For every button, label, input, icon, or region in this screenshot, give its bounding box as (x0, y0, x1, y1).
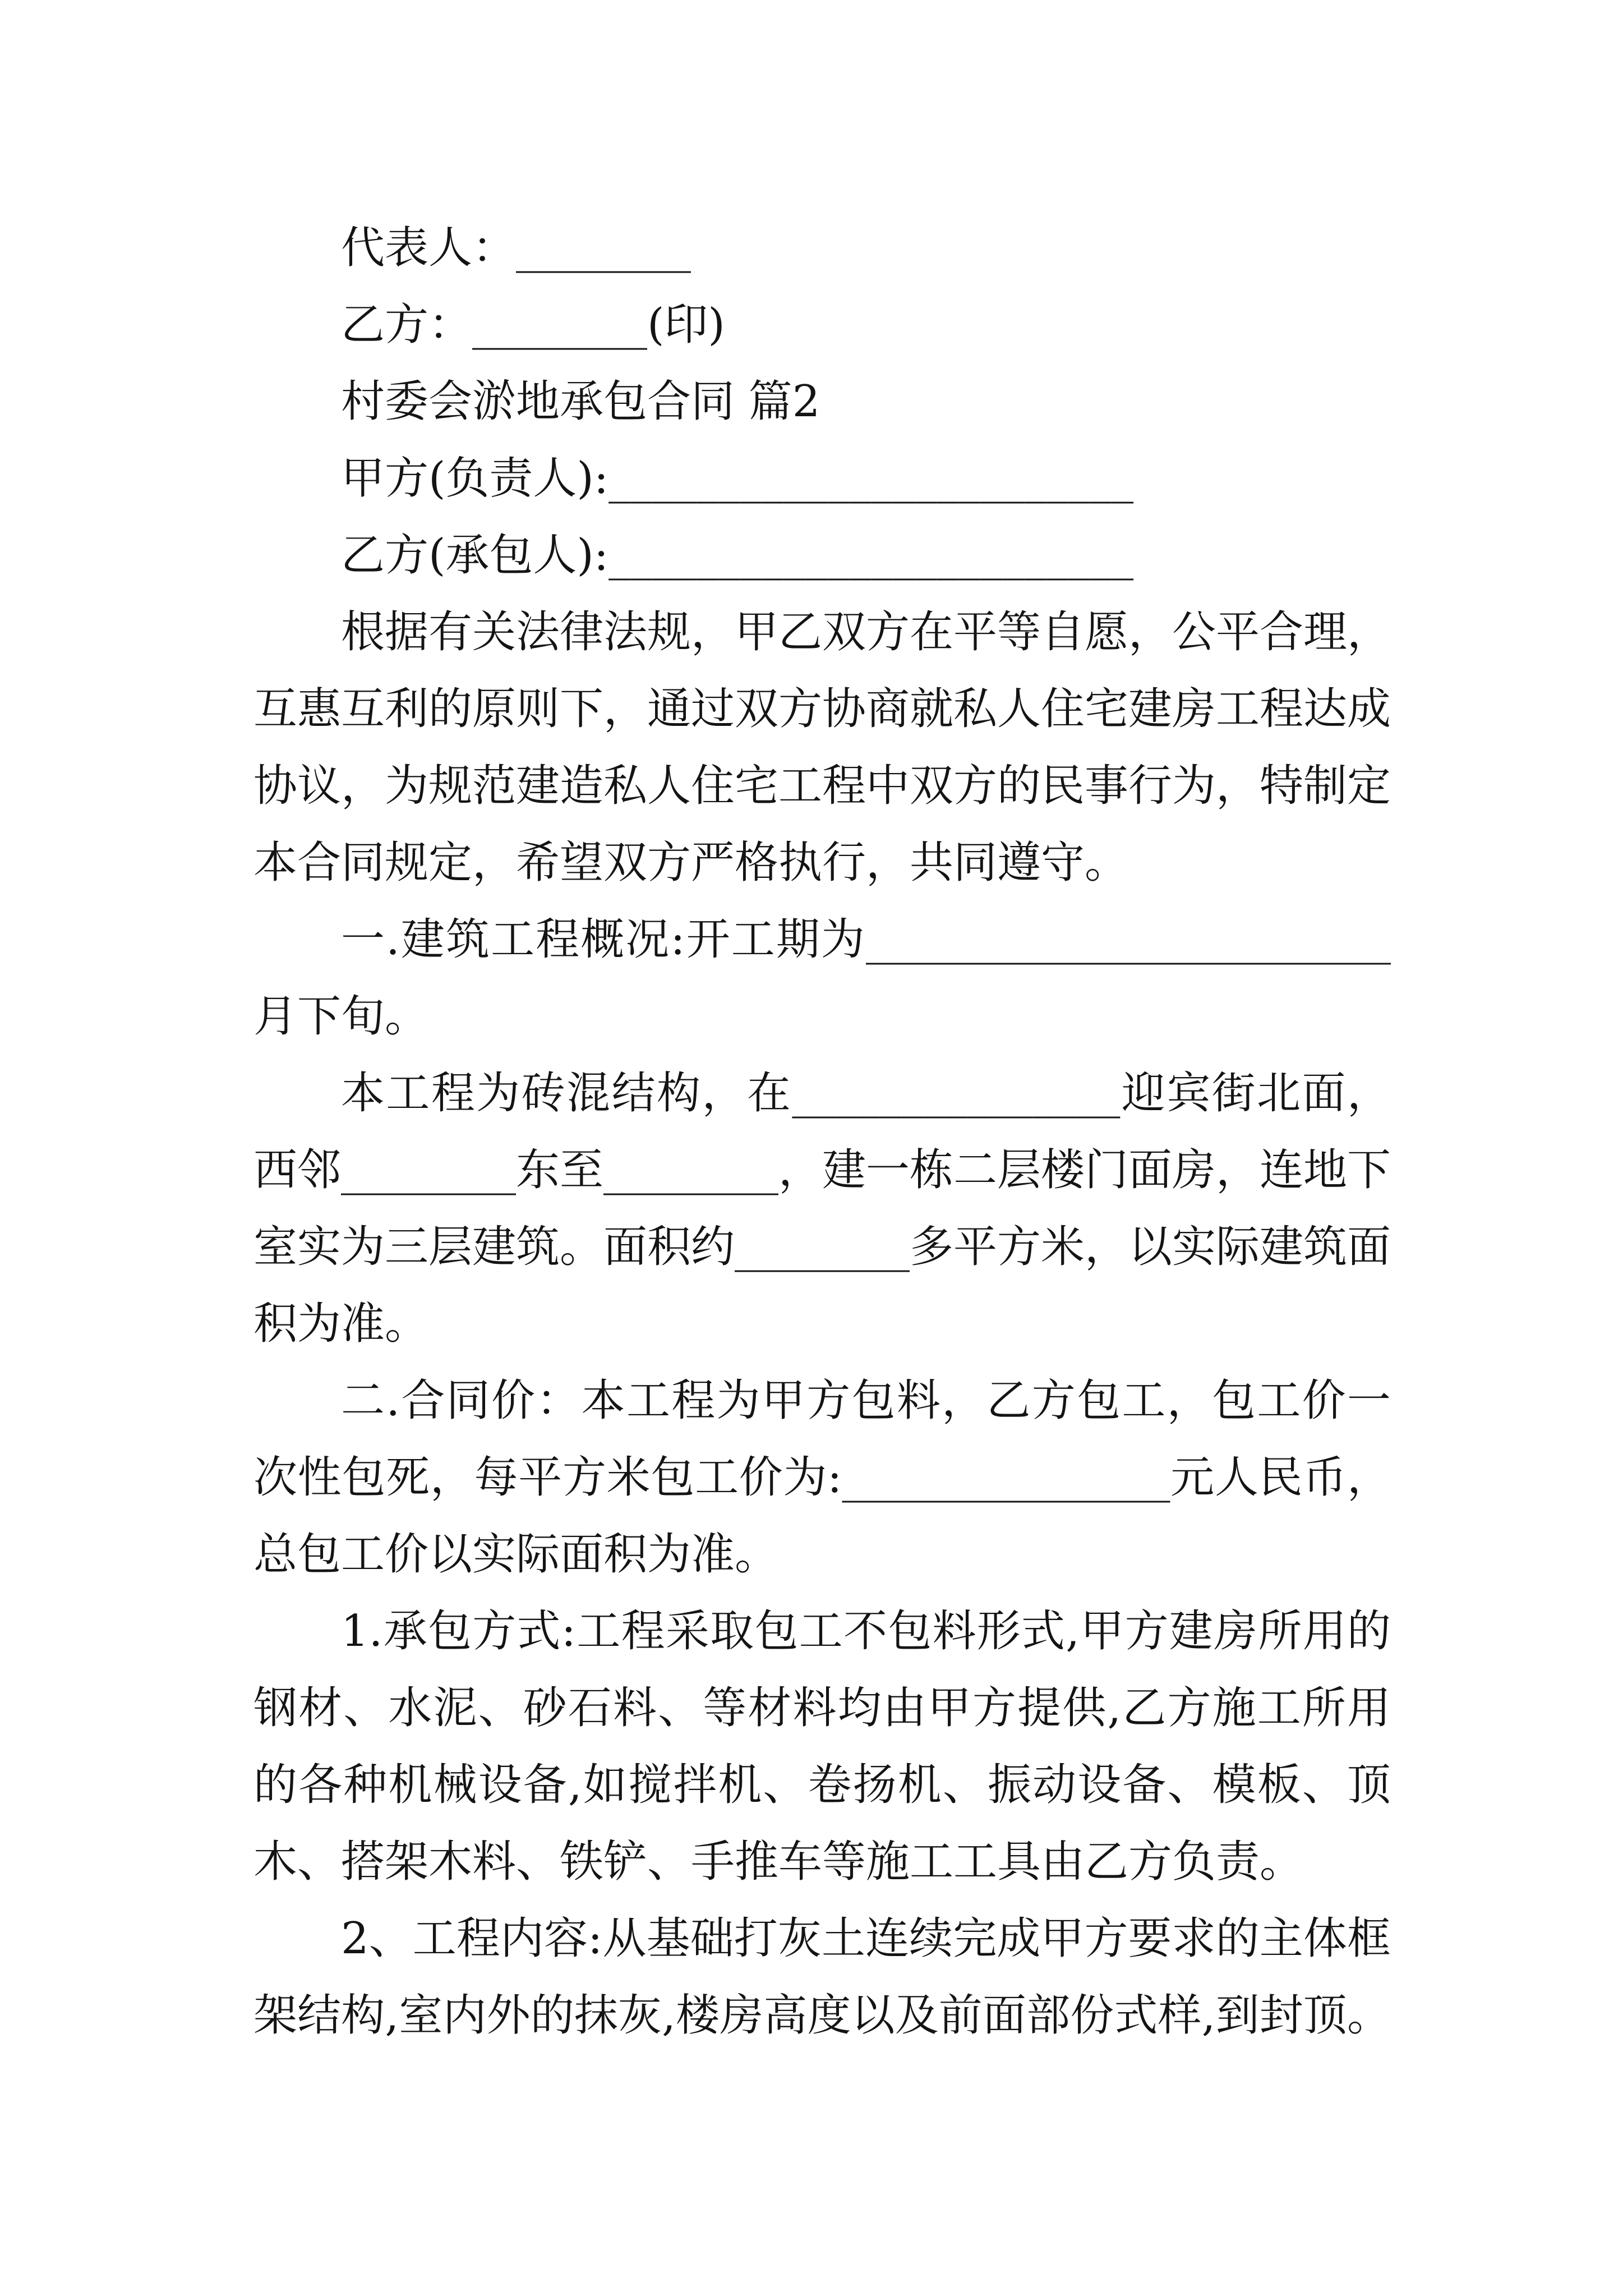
paragraph-line: 钢材、水泥、砂石料、等材料均由甲方提供,乙方施工所用 (253, 1683, 1391, 1733)
paragraph-line: 架结构,室内外的抹灰,楼房高度以及前面部份式样,到封顶。 (253, 1990, 1391, 2041)
paragraph-line: 次性包死，每平方米包工价为:_______________元人民币， (253, 1452, 1391, 1503)
paragraph-work-scope (253, 1901, 1391, 2054)
signature-party-b-seal: 乙方：________(印) (341, 300, 725, 350)
party-a-line: 甲方(负责人):________________________ (341, 453, 1134, 504)
paragraph-project-overview (253, 901, 1391, 1055)
document-body (253, 210, 1391, 2054)
paragraph-line: 本工程为砖混结构，在_______________迎宾街北面， (341, 1068, 1391, 1119)
paragraph-line: 互惠互利的原则下，通过双方协商就私人住宅建房工程达成 (253, 684, 1391, 734)
paragraph-line: 积为准。 (253, 1299, 429, 1349)
paragraph-line: 一.建筑工程概况:开工期为________________________ (341, 914, 1391, 965)
paragraph-structure (253, 1055, 1391, 1363)
party-b-line: 乙方(承包人):________________________ (341, 530, 1134, 581)
paragraph-line: 木、搭架木料、铁铲、手推车等施工工具由乙方负责。 (253, 1837, 1304, 1887)
paragraph-line: 总包工价以实际面积为准。 (253, 1529, 779, 1580)
paragraph-contract-price (253, 1363, 1391, 1593)
paragraph-preamble (253, 594, 1391, 901)
paragraph-line: 西邻________东至________，建一栋二层楼门面房，连地下 (253, 1145, 1391, 1195)
paragraph-line: 二.合同价：本工程为甲方包料，乙方包工，包工价一 (341, 1375, 1391, 1426)
paragraph-line: 协议，为规范建造私人住宅工程中双方的民事行为，特制定 (253, 761, 1391, 811)
paragraph-line: 的各种机械设备,如搅拌机、卷扬机、振动设备、模板、顶 (253, 1760, 1391, 1810)
paragraph-contracting-method (253, 1593, 1391, 1901)
paragraph-line: 室实为三层建筑。面积约________多平方米，以实际建筑面 (253, 1222, 1391, 1272)
paragraph-line: 2、工程内容:从基础打灰土连续完成甲方要求的主体框 (341, 1913, 1391, 1964)
paragraph-line: 月下旬。 (253, 991, 429, 1042)
section-title: 村委会淤地承包合同 篇2 (341, 376, 820, 427)
paragraph-line: 1.承包方式:工程采取包工不包料形式,甲方建房所用的 (341, 1606, 1391, 1657)
paragraph-line: 本合同规定，希望双方严格执行，共同遵守。 (253, 838, 1129, 888)
paragraph-line: 根据有关法律法规，甲乙双方在平等自愿，公平合理， (341, 607, 1391, 657)
signature-representative: 代表人：________ (341, 223, 691, 273)
